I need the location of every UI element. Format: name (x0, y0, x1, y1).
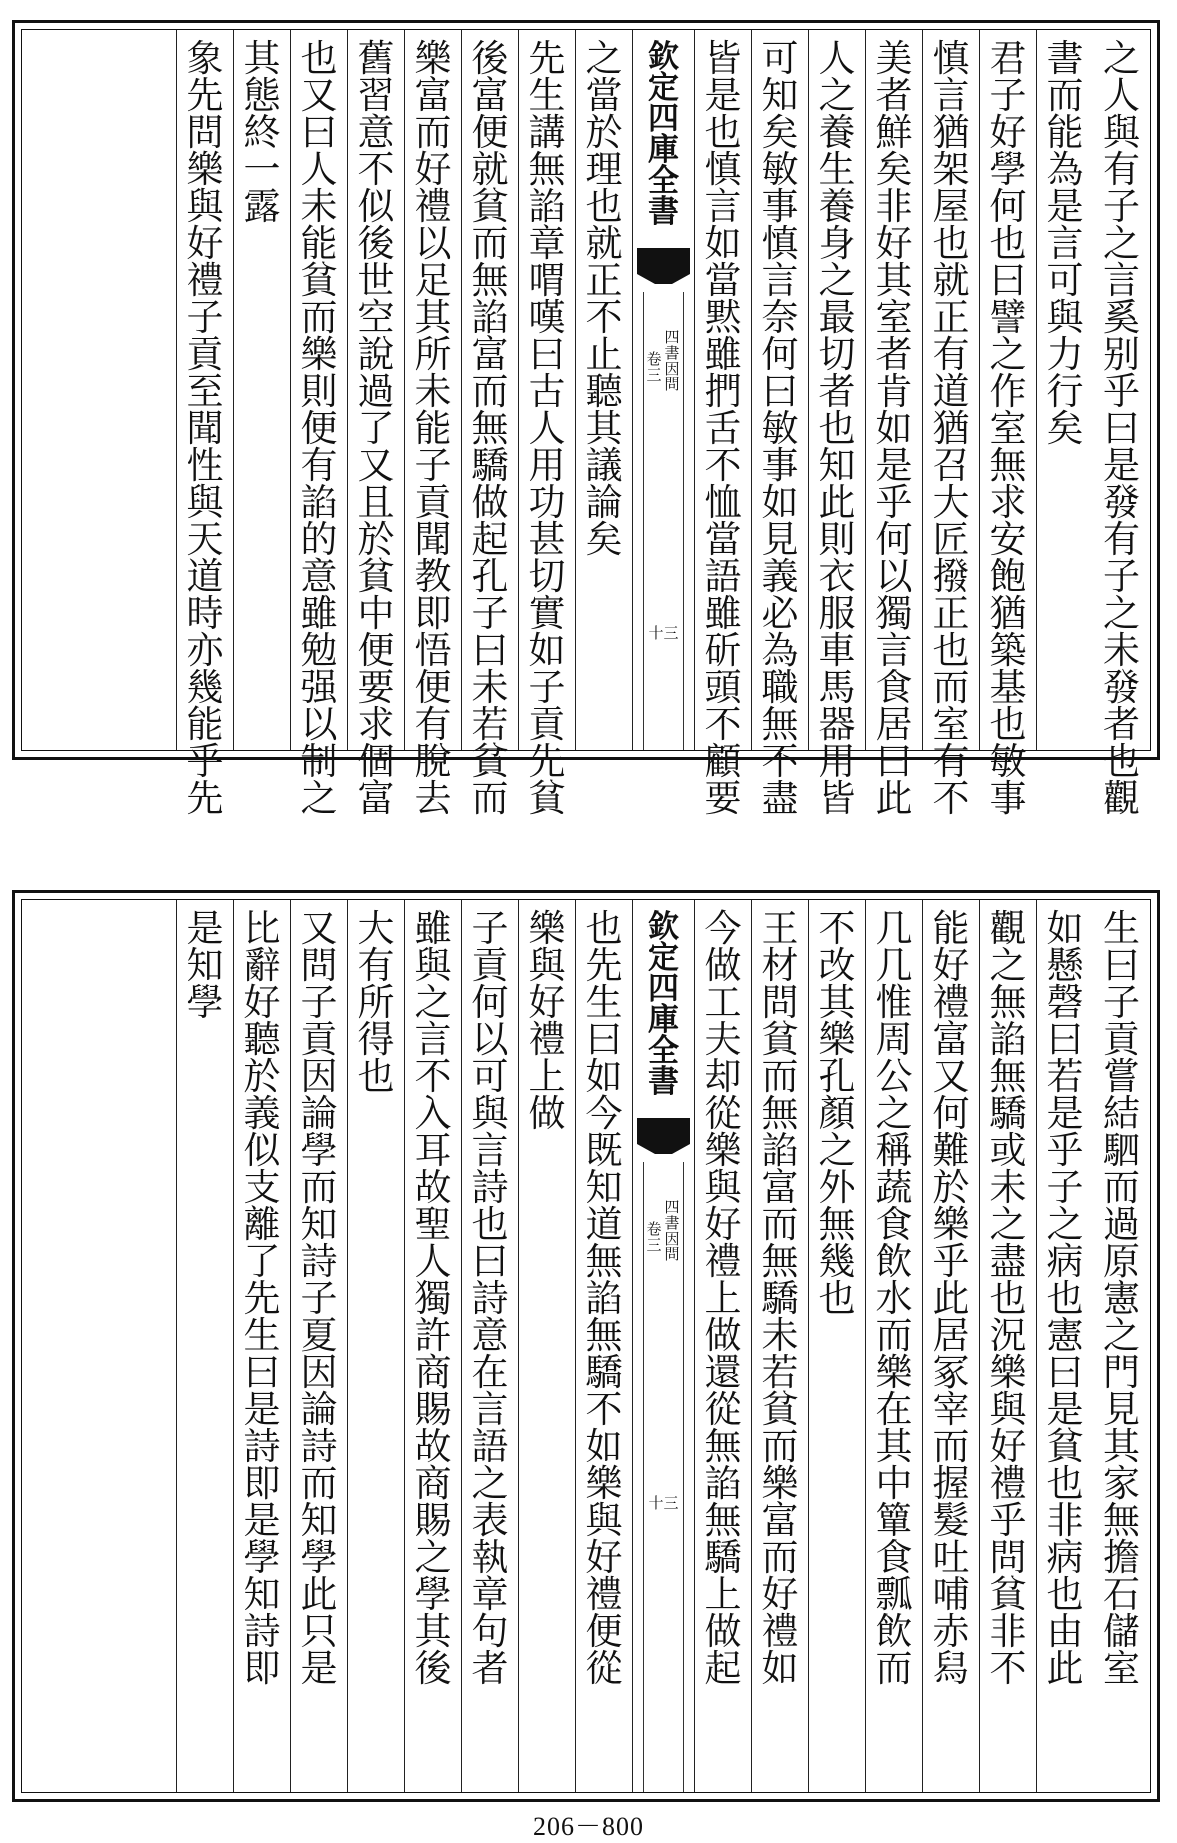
column-text: 舊習意不似後世空說過了又且於貧中便要求個富 (357, 37, 395, 820)
text-column (979, 30, 1036, 820)
text-column (575, 900, 632, 1792)
text-column (176, 900, 233, 1792)
text-column (290, 30, 347, 820)
text-column (922, 30, 979, 820)
column-text: 其態終一露 (243, 37, 281, 228)
column-text: 君子好學何也曰譬之作室無求安飽猶築基也敏事 (989, 37, 1027, 820)
center-rule (683, 292, 684, 750)
text-column (1093, 900, 1150, 1792)
column-text: 先生講無諂章喟嘆曰古人用功甚切實如子貢先貧 (528, 37, 566, 820)
column-text: 比辭好聽於義似支離了先生曰是詩即是學知詩即 (243, 907, 281, 1690)
column-text: 之當於理也就正不止聽其議論矣 (585, 37, 623, 561)
column-text: 是知學 (186, 907, 224, 1024)
column-text: 雖與之言不入耳故聖人獨許商賜故商賜之學其後 (414, 907, 452, 1690)
column-text: 不改其樂孔顏之外無幾也 (818, 907, 856, 1320)
center-title: 欽定四庫全書 (648, 39, 679, 230)
text-column (865, 900, 922, 1792)
column-text: 又問子貢因論學而知詩子夏因論詩而知學此只是 (300, 907, 338, 1690)
center-rule (643, 1162, 644, 1792)
column-text: 象先問樂與好禮子貢至聞性與天道時亦幾能乎先 (186, 37, 224, 820)
text-column (233, 900, 290, 1792)
text-column (979, 900, 1036, 1792)
column-text: 樂與好禮上做 (528, 907, 566, 1135)
column-text: 慎言猶架屋也就正有道猶召大匠撥正也而室有不 (932, 37, 970, 820)
text-column (404, 900, 461, 1792)
center-book-title: 四書因問 (664, 328, 680, 394)
text-column (922, 900, 979, 1792)
column-text: 生曰子貢嘗結駟而過原憲之門見其家無擔石儲室 (1103, 907, 1140, 1690)
top-page-frame (12, 20, 1160, 820)
column-text: 可知矣敏事慎言奈何曰敏事如見義必為職無不盡 (761, 37, 799, 820)
text-column (1036, 900, 1093, 1792)
column-text: 書而能為是言可與力行矣 (1046, 37, 1084, 450)
column-text: 也又曰人未能貧而樂則便有諂的意雖勉强以制之 (300, 37, 338, 820)
column-text: 王材問貧而無諂富而無驕未若貧而樂富而好禮如 (761, 907, 799, 1690)
text-column (461, 30, 518, 820)
text-column (518, 30, 575, 820)
column-text: 也先生曰如今既知道無諂無驕不如樂與好禮便從 (585, 907, 623, 1690)
center-fold-column (632, 30, 694, 750)
center-title: 欽定四庫全書 (648, 909, 679, 1100)
top-page-inner-border (21, 29, 1151, 820)
column-text: 後富便就貧而無諂富而無驕做起孔子曰未若貧而 (471, 37, 509, 820)
column-text: 美者鮮矣非好其室者肯如是乎何以獨言食居曰此 (875, 37, 913, 820)
column-text: 几几惟周公之稱蔬食飲水而樂在其中簞食瓢飲而 (875, 907, 913, 1690)
center-rule (643, 292, 644, 750)
column-text: 能好禮富又何難於樂乎此居冢宰而握髮吐哺赤舄 (932, 907, 970, 1690)
text-column (1036, 30, 1093, 750)
center-fold-column (632, 900, 694, 1792)
center-page-number: 十三 (648, 624, 679, 642)
text-column (751, 30, 808, 820)
column-text: 如懸磬曰若是乎子之病也憲曰是貧也非病也由此 (1046, 907, 1084, 1690)
text-column (461, 900, 518, 1792)
bottom-page-inner-border (21, 899, 1151, 1793)
text-column (233, 30, 290, 750)
text-column (694, 900, 751, 1792)
text-column (694, 30, 751, 820)
text-column (347, 900, 404, 1792)
text-column (518, 900, 575, 1792)
text-column (751, 900, 808, 1792)
column-text: 子貢何以可與言詩也曰詩意在言語之表執章句者 (471, 907, 509, 1690)
column-text: 之人與有子之言奚别乎曰是發有子之未發者也觀 (1103, 37, 1140, 820)
column-text: 人之養生養身之最切者也知此則衣服車馬器用皆 (818, 37, 856, 820)
text-column (176, 30, 233, 820)
fishtail-mark (637, 1118, 690, 1144)
column-text: 樂富而好禮以足其所未能子貢聞教即悟便有脫去 (414, 37, 452, 820)
column-text: 大有所得也 (357, 907, 395, 1098)
center-page-number: 十三 (648, 1494, 679, 1512)
bottom-page-frame (12, 890, 1160, 1802)
fishtail-mark (637, 248, 690, 274)
text-column (404, 30, 461, 820)
center-book-title: 四書因問 (664, 1198, 680, 1264)
footer-page-number: 206－800 (532, 1812, 644, 1841)
text-column (865, 30, 922, 820)
text-column (347, 30, 404, 820)
column-text: 皆是也慎言如當黙雖捫舌不恤當語雖斫頭不顧要 (704, 37, 742, 820)
text-column (808, 900, 865, 1792)
text-column (1093, 30, 1150, 820)
center-volume: 卷三 (646, 350, 662, 384)
column-text: 觀之無諂無驕或未之盡也況樂與好禮乎問貧非不 (989, 907, 1027, 1690)
column-text: 今做工夫却從樂與好禮上做還從無諂無驕上做起 (704, 907, 742, 1690)
center-rule (683, 1162, 684, 1792)
center-volume: 卷三 (646, 1220, 662, 1254)
text-column (290, 900, 347, 1792)
text-column (808, 30, 865, 820)
text-column (575, 30, 632, 750)
